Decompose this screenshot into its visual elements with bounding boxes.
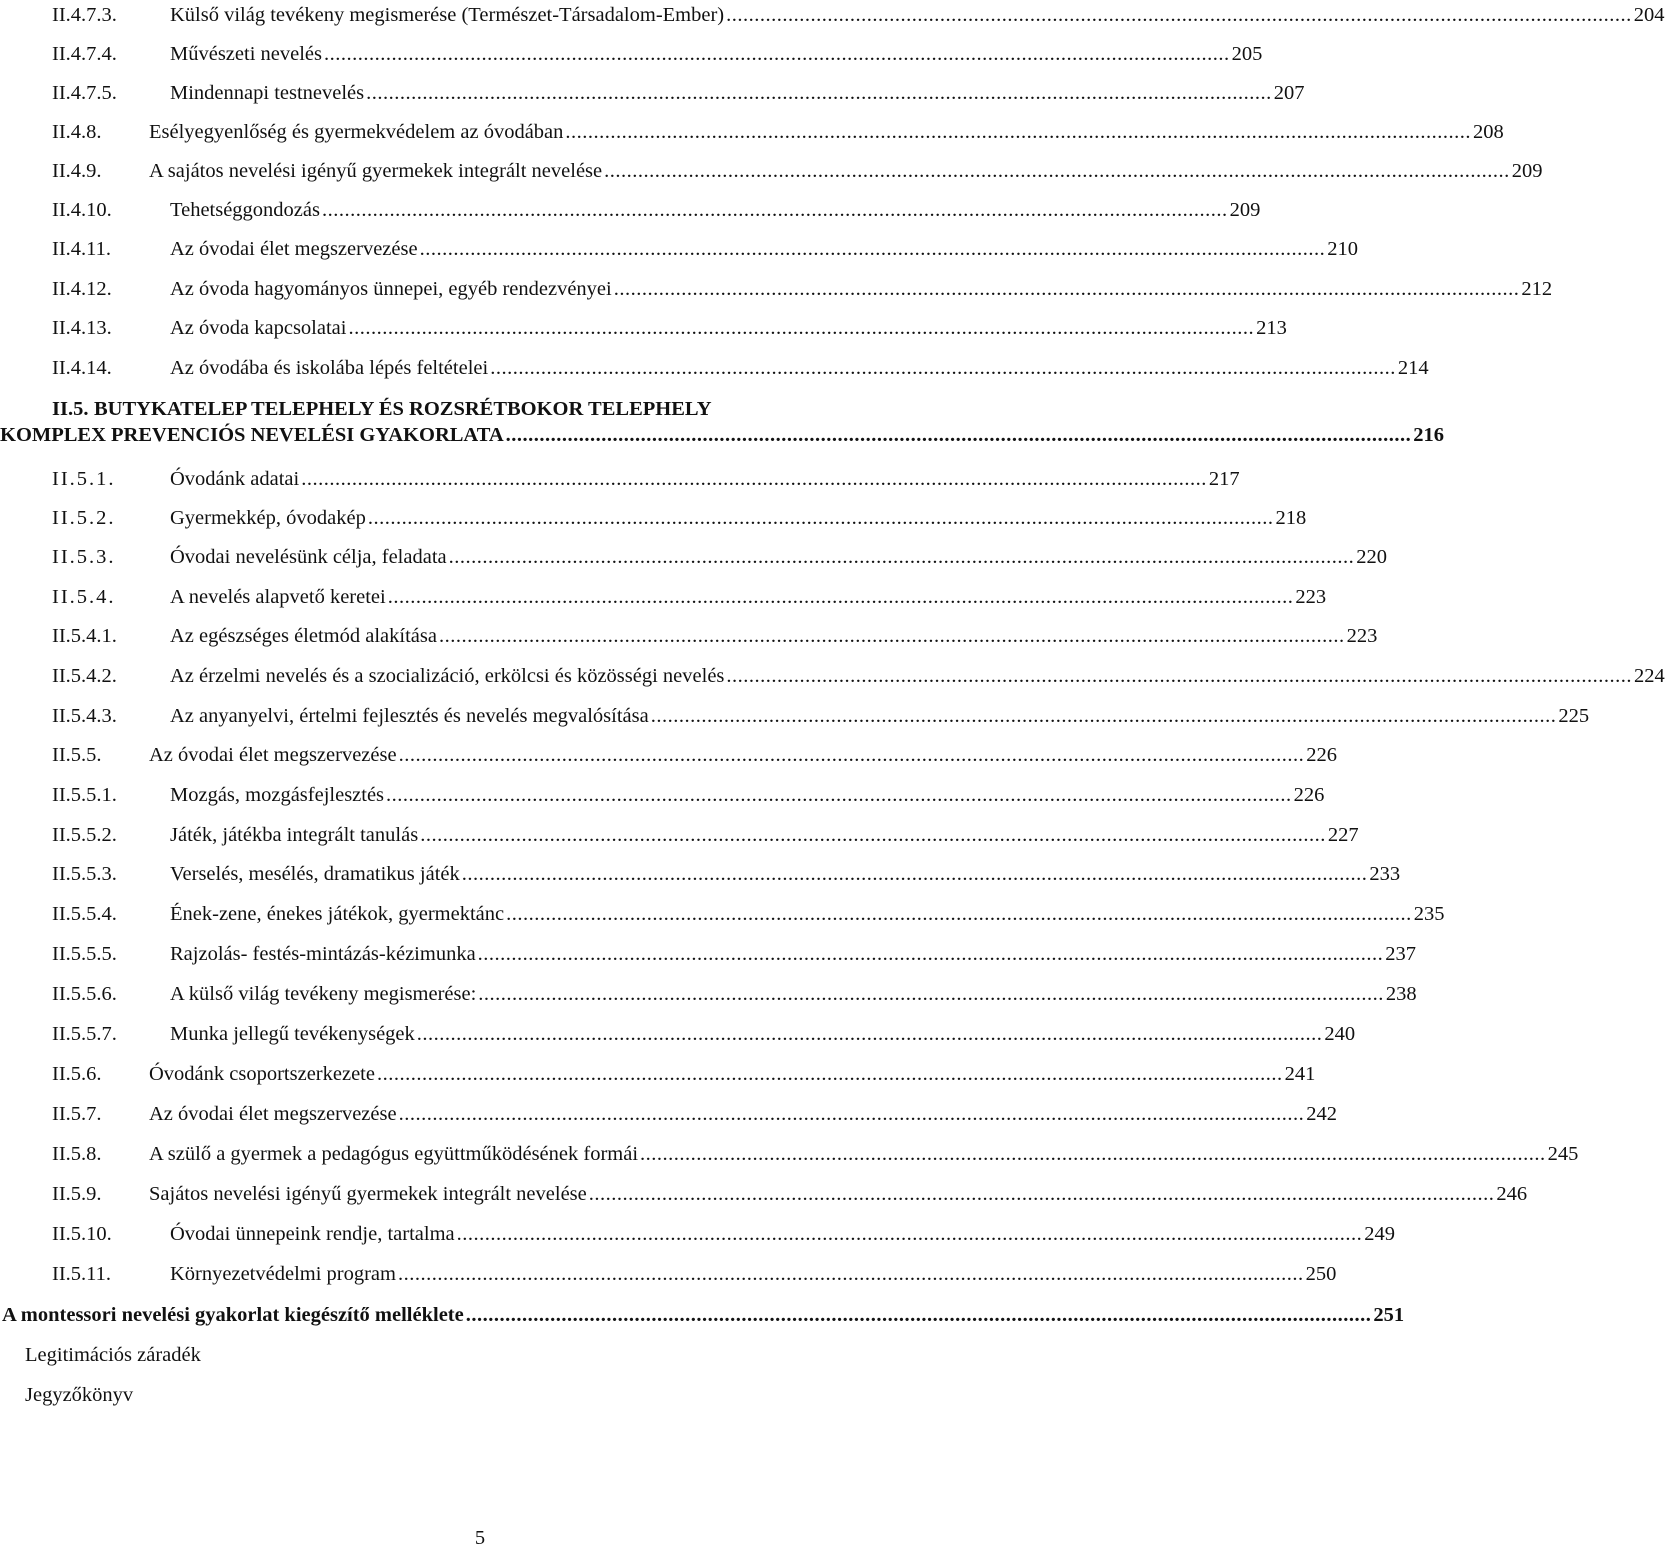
dot-leader: ................................................................................................................................................................. <box>505 424 1412 446</box>
toc-entry-number: II.4.7.4. <box>52 43 117 65</box>
toc-entry-number: II.4.12. <box>52 278 112 300</box>
toc-entry-title: Az érzelmi nevelés és a szocializáció, erkölcsi és közösségi nevelés <box>170 665 725 687</box>
toc-entry-page: 217 <box>1208 468 1240 490</box>
toc-entry-page: 249 <box>1364 1223 1395 1245</box>
dot-leader: ................................................................................................................................................................. <box>322 199 1228 221</box>
toc-entry-title: Mozgás, mozgásfejlesztés <box>170 784 385 806</box>
page-number: 5 <box>474 1527 486 1549</box>
toc-extra-legitimacios[interactable]: Legitimációs záradék <box>25 1344 201 1366</box>
toc-entry-title: Óvodánk adatai <box>170 468 300 490</box>
toc-heading-line2: KOMPLEX PREVENCIÓS NEVELÉSI GYAKORLATA <box>0 424 504 446</box>
toc-entry-number: II.4.7.5. <box>52 82 117 104</box>
toc-entry-title: Óvodánk csoportszerkezete <box>149 1063 375 1085</box>
toc-entry-page: 240 <box>1324 1023 1356 1045</box>
dot-leader: ................................................................................................................................................................. <box>726 4 1632 26</box>
toc-entry-title: Óvodai nevelésünk célja, feladata <box>170 546 447 568</box>
dot-leader: ................................................................................................................................................................. <box>448 546 1355 568</box>
toc-entry-title: A sajátos nevelési igényű gyermekek integrált nevelése <box>149 160 603 182</box>
dot-leader: ................................................................................................................................................................. <box>604 160 1510 182</box>
toc-entry-number: II.4.9. <box>52 160 102 182</box>
toc-entry-page: 241 <box>1284 1063 1316 1085</box>
dot-leader: ................................................................................................................................................................. <box>478 983 1384 1005</box>
toc-entry-number: II.5.1. <box>52 468 116 490</box>
dot-leader: ................................................................................................................................................................. <box>640 1143 1546 1165</box>
toc-entry[interactable] <box>52 861 1401 887</box>
toc-entry-title: Rajzolás- festés-mintázás-kézimunka <box>170 943 476 965</box>
dot-leader: ................................................................................................................................................................. <box>376 1063 1283 1085</box>
toc-entry-page: 204 <box>1633 4 1665 26</box>
toc-appendix-title: A montessori nevelési gyakorlat kiegészítő melléklete <box>2 1304 464 1326</box>
dot-leader: ................................................................................................................................................................. <box>301 468 1207 490</box>
toc-entry[interactable] <box>52 1141 1579 1167</box>
toc-entry-number: II.4.8. <box>52 121 102 143</box>
toc-entry[interactable] <box>52 197 1261 223</box>
toc-entry-number: II.5.5.7. <box>52 1023 117 1045</box>
toc-entry-title: A nevelés alapvető keretei <box>170 586 386 608</box>
toc-entry-page: 207 <box>1273 82 1305 104</box>
toc-entry[interactable] <box>52 1221 1395 1247</box>
dot-leader: ................................................................................................................................................................. <box>348 317 1255 339</box>
toc-entry-title: Az óvodai élet megszervezése <box>170 238 418 260</box>
toc-entry[interactable] <box>52 703 1590 729</box>
toc-entry[interactable] <box>52 1061 1316 1087</box>
dot-leader: ................................................................................................................................................................. <box>387 586 1294 608</box>
toc-entry-page: 223 <box>1295 586 1327 608</box>
toc-entry[interactable] <box>52 505 1307 531</box>
toc-entry[interactable] <box>52 355 1429 381</box>
toc-entry-page: 227 <box>1327 824 1359 846</box>
toc-entry-number: II.4.13. <box>52 317 112 339</box>
toc-entry-page: 226 <box>1306 744 1337 766</box>
toc-entry[interactable] <box>52 782 1325 808</box>
toc-entry-number: II.5.5.5. <box>52 943 117 965</box>
dot-leader: ................................................................................................................................................................. <box>366 82 1272 104</box>
dot-leader: ................................................................................................................................................................. <box>461 863 1368 885</box>
toc-entry[interactable] <box>52 663 1665 689</box>
toc-entry-number: II.5.5.6. <box>52 983 117 1005</box>
toc-heading-line1: BUTYKATELEP TELEPHELY ÉS ROZSRÉTBOKOR TELEPHELY <box>94 398 712 420</box>
dot-leader: ................................................................................................................................................................. <box>490 357 1396 379</box>
toc-extra-jegyzokonyv[interactable]: Jegyzőkönyv <box>25 1384 134 1406</box>
toc-entry[interactable] <box>52 623 1378 649</box>
toc-entry-page: 209 <box>1229 199 1261 221</box>
toc-entry-title: Az anyanyelvi, értelmi fejlesztés és nevelés megvalósítása <box>170 705 649 727</box>
toc-entry-page: 245 <box>1547 1143 1579 1165</box>
toc-entry-page: 210 <box>1327 238 1358 260</box>
dot-leader: ................................................................................................................................................................. <box>438 625 1345 647</box>
toc-entry-title: A szülő a gyermek a pedagógus együttműködésének formái <box>149 1143 639 1165</box>
toc-entry[interactable] <box>52 2 1665 28</box>
toc-entry-title: Esélyegyenlőség és gyermekvédelem az óvodában <box>149 121 564 143</box>
dot-leader: ................................................................................................................................................................. <box>416 1023 1323 1045</box>
toc-entry-title: Külső világ tevékeny megismerése (Természet-Társadalom-Ember) <box>170 4 725 26</box>
toc-entry-number: II.5.4.2. <box>52 665 117 687</box>
toc-entry-page: 213 <box>1256 317 1287 339</box>
toc-entry-number: II.4.11. <box>52 238 112 260</box>
dot-leader: ................................................................................................................................................................. <box>398 1103 1305 1125</box>
toc-entry-title: Az óvoda hagyományos ünnepei, egyéb rendezvényei <box>170 278 612 300</box>
toc-entry-page: 233 <box>1369 863 1401 885</box>
toc-entry-page: 237 <box>1385 943 1417 965</box>
toc-entry-page: 218 <box>1275 507 1307 529</box>
dot-leader: ................................................................................................................................................................. <box>419 238 1326 260</box>
toc-entry-title: A külső világ tevékeny megismerése: <box>170 983 477 1005</box>
toc-entry-number: II.4.7.3. <box>52 4 117 26</box>
toc-entry-title: Mindennapi testnevelés <box>170 82 365 104</box>
toc-entry-title: Az óvodába és iskolába lépés feltételei <box>170 357 489 379</box>
dot-leader: ................................................................................................................................................................. <box>650 705 1557 727</box>
toc-entry-number: II.5.11. <box>52 1263 112 1285</box>
toc-entry-number: II.5.9. <box>52 1183 102 1205</box>
dot-leader: ................................................................................................................................................................. <box>726 665 1633 687</box>
toc-entry-title: Játék, játékba integrált tanulás <box>170 824 419 846</box>
toc-entry-title: Az óvoda kapcsolatai <box>170 317 347 339</box>
toc-entry[interactable] <box>52 41 1263 67</box>
toc-entry[interactable] <box>52 158 1543 184</box>
toc-heading-page: 216 <box>1413 424 1445 446</box>
toc-entry[interactable] <box>52 742 1337 768</box>
dot-leader: ................................................................................................................................................................. <box>398 744 1305 766</box>
dot-leader: ................................................................................................................................................................. <box>506 903 1412 925</box>
toc-entry-title: Az óvodai élet megszervezése <box>149 744 397 766</box>
toc-entry[interactable] <box>52 119 1504 145</box>
toc-entry-page: 246 <box>1496 1183 1528 1205</box>
toc-entry-number: II.4.14. <box>52 357 112 379</box>
toc-entry-title: Munka jellegű tevékenységek <box>170 1023 415 1045</box>
toc-entry[interactable] <box>52 315 1287 341</box>
toc-entry-number: II.5.8. <box>52 1143 102 1165</box>
toc-entry-page: 238 <box>1385 983 1417 1005</box>
toc-heading-number: II.5. <box>52 398 89 420</box>
toc-entry[interactable] <box>52 941 1417 967</box>
toc-entry-title: Ének-zene, énekes játékok, gyermektánc <box>170 903 505 925</box>
dot-leader: ................................................................................................................................................................. <box>588 1183 1495 1205</box>
toc-entry-page: 223 <box>1346 625 1378 647</box>
toc-entry-number: II.5.4. <box>52 586 116 608</box>
dot-leader: ................................................................................................................................................................. <box>324 43 1230 65</box>
toc-entry-number: II.5.6. <box>52 1063 102 1085</box>
toc-entry[interactable] <box>52 80 1305 106</box>
toc-entry[interactable] <box>52 822 1359 848</box>
dot-leader: ................................................................................................................................................................. <box>386 784 1292 806</box>
toc-entry[interactable] <box>52 1181 1528 1207</box>
toc-entry[interactable] <box>52 584 1327 610</box>
toc-entry[interactable] <box>52 981 1417 1007</box>
toc-entry-number: II.5.7. <box>52 1103 102 1125</box>
toc-entry-page: 214 <box>1397 357 1429 379</box>
toc-section-heading[interactable] <box>0 396 1445 448</box>
toc-entry-number: II.5.5.1. <box>52 784 117 806</box>
toc-entry[interactable] <box>52 544 1387 570</box>
toc-entry-number: II.5.5. <box>52 744 102 766</box>
toc-entry[interactable] <box>52 466 1240 492</box>
dot-leader: ................................................................................................................................................................. <box>477 943 1384 965</box>
toc-entry-page: 208 <box>1473 121 1504 143</box>
toc-entry-title: Óvodai ünnepeink rendje, tartalma <box>170 1223 455 1245</box>
toc-entry-title: Verselés, mesélés, dramatikus játék <box>170 863 460 885</box>
dot-leader: ................................................................................................................................................................. <box>397 1263 1304 1285</box>
toc-entry-page: 242 <box>1306 1103 1337 1125</box>
toc-entry[interactable] <box>52 901 1445 927</box>
toc-entry-number: II.5.4.1. <box>52 625 117 647</box>
toc-entry[interactable] <box>52 276 1553 302</box>
toc-entry-page: 225 <box>1558 705 1590 727</box>
toc-entry-title: Gyermekkép, óvodakép <box>170 507 366 529</box>
toc-entry-page: 212 <box>1521 278 1553 300</box>
toc-entry-title: Az óvodai élet megszervezése <box>149 1103 397 1125</box>
toc-entry-number: II.5.5.3. <box>52 863 117 885</box>
dot-leader: ................................................................................................................................................................. <box>420 824 1326 846</box>
toc-entry-title: Sajátos nevelési igényű gyermekek integrált nevelése <box>149 1183 587 1205</box>
toc-entry-number: II.5.4.3. <box>52 705 117 727</box>
toc-entry-title: Tehetséggondozás <box>170 199 320 221</box>
toc-entry-number: II.5.2. <box>52 507 116 529</box>
toc-entry-page: 220 <box>1356 546 1387 568</box>
toc-entry-page: 224 <box>1634 665 1665 687</box>
toc-entry-title: Az egészséges életmód alakítása <box>170 625 437 647</box>
toc-entry-number: II.5.10. <box>52 1223 112 1245</box>
toc-entry-page: 209 <box>1511 160 1543 182</box>
toc-entry-title: Környezetvédelmi program <box>170 1263 396 1285</box>
dot-leader: ................................................................................................................................................................. <box>465 1304 1372 1326</box>
toc-entry-title: Művészeti nevelés <box>170 43 322 65</box>
toc-entry-page: 235 <box>1413 903 1445 925</box>
toc-appendix-entry[interactable] <box>2 1302 1405 1328</box>
dot-leader: ................................................................................................................................................................. <box>565 121 1472 143</box>
toc-entry-number: II.5.5.2. <box>52 824 117 846</box>
toc-entry[interactable] <box>52 1261 1337 1287</box>
toc-entry-number: II.5.5.4. <box>52 903 117 925</box>
dot-leader: ................................................................................................................................................................. <box>613 278 1520 300</box>
toc-appendix-page: 251 <box>1373 1304 1405 1326</box>
dot-leader: ................................................................................................................................................................. <box>367 507 1274 529</box>
toc-entry-page: 226 <box>1293 784 1325 806</box>
toc-entry-page: 205 <box>1231 43 1263 65</box>
toc-entry-page: 250 <box>1305 1263 1337 1285</box>
toc-entry-number: II.4.10. <box>52 199 112 221</box>
toc-entry[interactable] <box>52 236 1358 262</box>
dot-leader: ................................................................................................................................................................. <box>456 1223 1363 1245</box>
toc-entry-number: II.5.3. <box>52 546 116 568</box>
toc-entry[interactable] <box>52 1101 1337 1127</box>
toc-entry[interactable] <box>52 1021 1356 1047</box>
